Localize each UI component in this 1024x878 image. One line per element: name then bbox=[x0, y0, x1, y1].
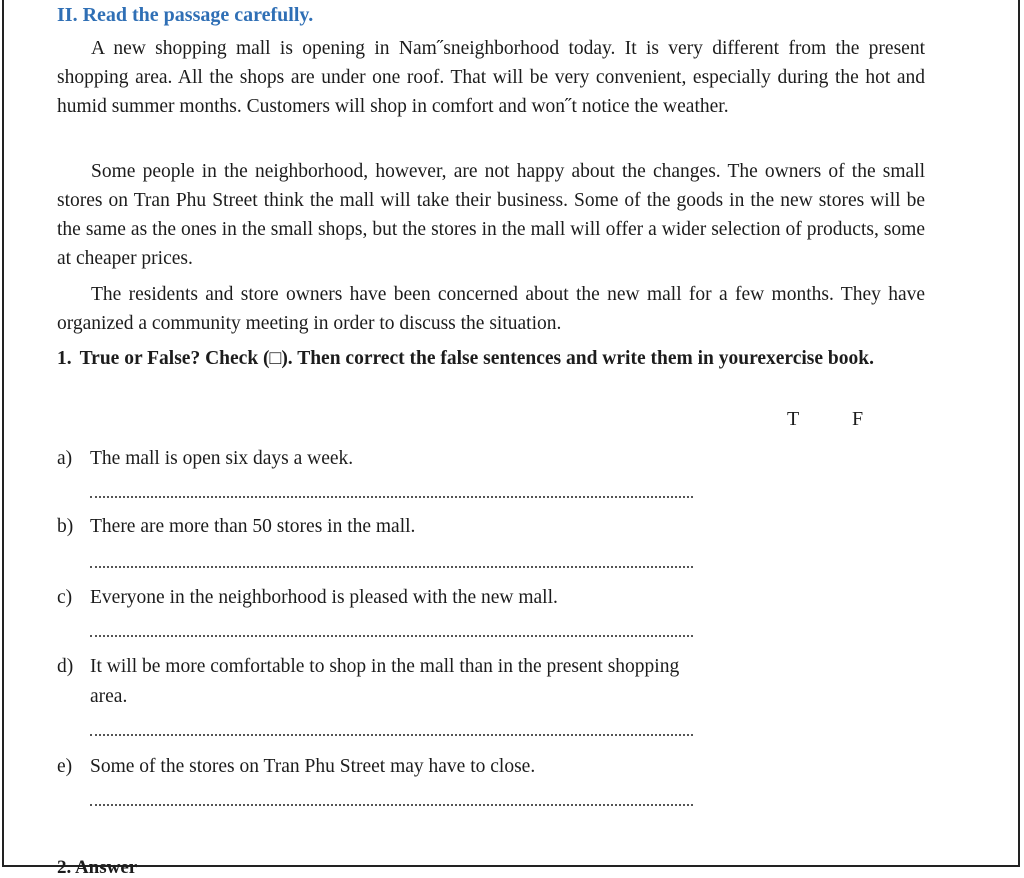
statement-letter: d) bbox=[57, 656, 74, 677]
page-frame bbox=[2, 0, 1020, 867]
exercise-instruction-text: True or False? Check (□). Then correct the false sentences and write them in yourexercise book. bbox=[79, 348, 874, 369]
passage-paragraph-2: Some people in the neighborhood, however, are not happy about the changes. The owners of the small stores on Tran Phu Street think the mall will take their business. Some of the goods in the new stores will be the same as the ones in the small shops, but the stores in the mall will offer a wider selection of products, some at cheaper prices. bbox=[57, 161, 925, 269]
answer-line-e[interactable] bbox=[90, 804, 693, 806]
exercise-instruction bbox=[57, 344, 925, 374]
answer-line-a[interactable] bbox=[90, 496, 693, 498]
statement-text: Some of the stores on Tran Phu Street may have to close. bbox=[90, 756, 536, 777]
answer-line-c[interactable] bbox=[90, 635, 693, 637]
statement-text: It will be more comfortable to shop in the mall than in the present shopping area. bbox=[90, 656, 680, 707]
exercise-number: 1. bbox=[57, 348, 72, 369]
false-column-header: F bbox=[852, 408, 864, 430]
statement-letter: e) bbox=[57, 756, 73, 777]
next-exercise-label: 2. Answer bbox=[57, 857, 138, 878]
answer-line-d[interactable] bbox=[90, 734, 693, 736]
passage-paragraph-3: The residents and store owners have been concerned about the new mall for a few months. They have organized a community meeting in order to discuss the situation. bbox=[57, 284, 925, 334]
statement-text: The mall is open six days a week. bbox=[90, 448, 354, 469]
passage-paragraph-1: A new shopping mall is opening in Nam˝sneighborhood today. It is very different from the present shopping area. All the shops are under one roof. That will be very convenient, especially during the hot and humid summer months. Customers will shop in comfort and won˝t notice the weather. bbox=[57, 38, 925, 117]
statement-letter: c) bbox=[57, 587, 73, 608]
statement-text: There are more than 50 stores in the mall. bbox=[90, 516, 416, 537]
statement-letter: b) bbox=[57, 516, 74, 537]
answer-line-b[interactable] bbox=[90, 566, 693, 568]
next-exercise-heading bbox=[57, 857, 157, 878]
statement-text: Everyone in the neighborhood is pleased with the new mall. bbox=[90, 587, 558, 608]
section-title: II. Read the passage carefully. bbox=[57, 4, 314, 26]
true-column-header: T bbox=[787, 408, 800, 430]
statement-letter: a) bbox=[57, 448, 73, 469]
